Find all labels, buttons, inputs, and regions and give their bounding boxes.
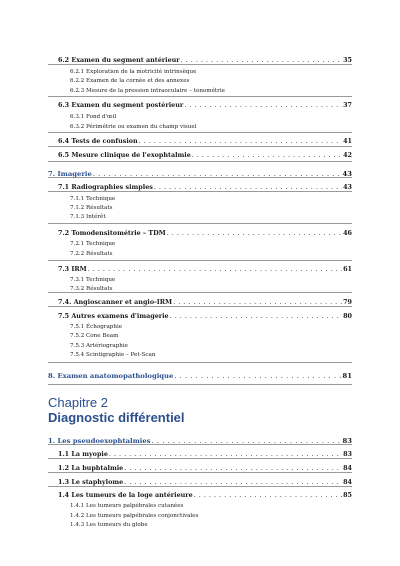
dot-leader — [167, 229, 342, 237]
toc-section-entry[interactable] — [58, 312, 352, 320]
toc-section-entry[interactable] — [58, 450, 352, 458]
toc-entry-label: 6.2 Examen du segment antérieur — [58, 56, 180, 64]
toc-section-entry[interactable] — [58, 183, 352, 191]
divider-rule — [48, 96, 352, 97]
toc-page-number: 83 — [342, 437, 352, 445]
toc-page-number: 46 — [343, 229, 352, 237]
dot-leader — [170, 312, 342, 320]
toc-entry-label: 7.1 Radiographies simples — [58, 183, 153, 191]
divider-rule — [48, 306, 352, 307]
toc-entry-label: 6.5 Mesure clinique de l'exophtalmie — [58, 151, 191, 159]
divider-rule — [48, 146, 352, 147]
toc-section-entry[interactable] — [58, 229, 352, 237]
toc-page-number: 61 — [343, 265, 352, 273]
toc-page-number: 81 — [342, 372, 352, 380]
toc-page-number: 79 — [343, 298, 352, 306]
toc-main-entry[interactable] — [48, 170, 352, 178]
toc-subentry[interactable]: 1.4.2 Les tumeurs palpébrales conjonctivales — [70, 513, 199, 519]
divider-rule — [48, 486, 352, 487]
toc-entry-label: 1.3 Le staphylome — [58, 478, 124, 486]
toc-page-number: 84 — [343, 464, 352, 472]
toc-page-number: 35 — [343, 56, 352, 64]
dot-leader — [152, 437, 342, 445]
toc-page-number: 42 — [343, 151, 352, 159]
divider-rule — [48, 292, 352, 293]
dot-leader — [173, 298, 342, 306]
toc-subentry[interactable]: 7.3.2 Résultats — [70, 286, 113, 292]
toc-subentry[interactable]: 6.3.1 Fond d'œil — [70, 114, 117, 120]
toc-subentry[interactable]: 7.3.1 Technique — [70, 277, 116, 283]
toc-section-entry[interactable] — [58, 265, 352, 273]
toc-page-number: 84 — [343, 478, 352, 486]
toc-subentry[interactable]: 7.2.2 Résultats — [70, 251, 113, 257]
dot-leader — [181, 56, 342, 64]
toc-entry-label: 7.5 Autres examens d'imagerie — [58, 312, 169, 320]
dot-leader — [192, 151, 342, 159]
toc-subentry[interactable]: 6.2.2 Examen de la cornée et des annexes — [70, 78, 190, 84]
toc-subentry[interactable]: 6.3.2 Périmétrie ou examen du champ visuel — [70, 124, 197, 130]
toc-section-entry[interactable] — [58, 298, 352, 306]
toc-entry-label: 7.4. Angioscanner et angio-IRM — [58, 298, 173, 306]
divider-rule — [48, 132, 352, 133]
toc-entry-label: 7.3 IRM — [58, 265, 87, 273]
toc-entry-label: 1.2 La buphtalmie — [58, 464, 124, 472]
toc-subentry[interactable]: 7.5.4 Scintigraphie – Pet-Scan — [70, 352, 156, 358]
dot-leader — [184, 101, 342, 109]
toc-main-entry[interactable] — [48, 372, 352, 380]
toc-entry-label: 1.1 La myopie — [58, 450, 108, 458]
toc-section-entry[interactable] — [58, 464, 352, 472]
toc-entry-label: 6.4 Tests de confusion — [58, 137, 138, 145]
divider-rule — [48, 64, 352, 65]
toc-entry-label: 6.3 Examen du segment postérieur — [58, 101, 184, 109]
dot-leader — [139, 137, 342, 145]
toc-page-number: 43 — [343, 183, 352, 191]
toc-page-number: 80 — [343, 312, 352, 320]
toc-page-number: 43 — [342, 170, 352, 178]
toc-entry-label: 8. Examen anatomopathologique — [48, 372, 174, 380]
toc-entry-label: 1. Les pseudoexophtalmies — [48, 437, 151, 445]
divider-rule — [48, 362, 352, 363]
dot-leader — [88, 265, 342, 273]
toc-subentry[interactable]: 7.1.3 Intérêt — [70, 214, 106, 220]
chapter-number: Chapitre 2 — [48, 395, 108, 410]
divider-rule — [48, 472, 352, 473]
toc-section-entry[interactable] — [58, 491, 352, 499]
toc-section-entry[interactable] — [58, 137, 352, 145]
toc-subentry[interactable]: 1.4.1 Les tumeurs palpébrales cutanées — [70, 503, 184, 509]
divider-rule — [48, 191, 352, 192]
toc-page-number: 37 — [343, 101, 352, 109]
toc-section-entry[interactable] — [58, 56, 352, 64]
toc-subentry[interactable]: 1.4.3 Les tumeurs du globe — [70, 522, 148, 528]
dot-leader — [124, 464, 342, 472]
toc-entry-label: 1.4 Les tumeurs de la loge antérieure — [58, 491, 193, 499]
toc-entry-label: 7.2 Tomodensitométrie – TDM — [58, 229, 166, 237]
dot-leader — [174, 372, 341, 380]
dot-leader — [93, 170, 342, 178]
toc-section-entry[interactable] — [58, 101, 352, 109]
toc-subentry[interactable]: 7.5.3 Artériographie — [70, 343, 128, 349]
toc-subentry[interactable]: 7.5.2 Cone Beam — [70, 333, 119, 339]
toc-page-number: 41 — [343, 137, 352, 145]
divider-rule — [48, 161, 352, 162]
toc-entry-label: 7. Imagerie — [48, 170, 92, 178]
toc-section-entry[interactable] — [58, 478, 352, 486]
divider-rule — [48, 458, 352, 459]
dot-leader — [124, 478, 342, 486]
divider-rule — [48, 384, 352, 385]
divider-rule — [48, 260, 352, 261]
toc-section-entry[interactable] — [58, 151, 352, 159]
toc-subentry[interactable]: 6.2.3 Mesure de la pression intraoculaire – tonométrie — [70, 88, 225, 94]
toc-subentry[interactable]: 6.2.1 Exploration de la motricité intrinsèque — [70, 69, 197, 75]
toc-subentry[interactable]: 7.1.1 Technique — [70, 196, 116, 202]
dot-leader — [194, 491, 342, 499]
toc-subentry[interactable]: 7.5.1 Échographie — [70, 324, 123, 330]
toc-main-entry[interactable] — [48, 437, 352, 445]
divider-rule — [48, 223, 352, 224]
toc-page-number: 83 — [343, 450, 352, 458]
toc-subentry[interactable]: 7.2.1 Technique — [70, 241, 116, 247]
chapter-title: Diagnostic différentiel — [48, 410, 185, 425]
toc-subentry[interactable]: 7.1.2 Résultats — [70, 205, 113, 211]
dot-leader — [154, 183, 342, 191]
dot-leader — [109, 450, 342, 458]
toc-page-number: 85 — [343, 491, 352, 499]
